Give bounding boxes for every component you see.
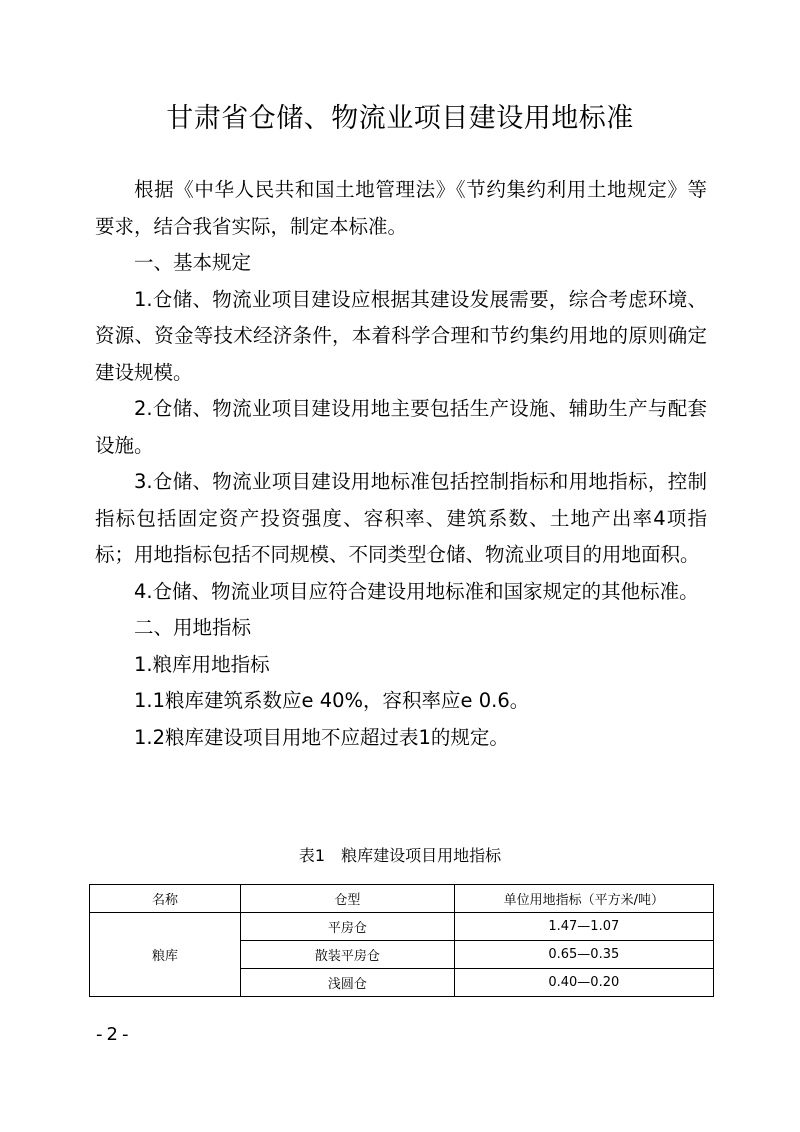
header-type: 仓型 <box>241 885 455 913</box>
granary-rule-1-1: 1.1粮库建筑系数应e 40%，容积率应e 0.6。 <box>134 689 530 712</box>
rule-paragraph-3: 3.仓储、物流业项目建设用地标准包括控制指标和用地指标，控制指标包括固定资产投资强度、容积率、建筑系数、土地产出率4项指标；用地指标包括不同规模、不同类型仓储、物流业项目的用地面积。 <box>95 470 707 566</box>
granary-rule-1-2: 1.2粮库建设项目用地不应超过表1的规定。 <box>134 725 509 749</box>
type-cell: 平房仓 <box>241 913 455 941</box>
document-body <box>95 172 707 756</box>
header-name: 名称 <box>90 885 241 913</box>
group-name-cell: 粮库 <box>90 913 241 997</box>
value-cell: 1.47—1.07 <box>454 913 713 941</box>
granary-land-table <box>89 884 714 997</box>
rule-paragraph-4: 4.仓储、物流业项目应符合建设用地标准和国家规定的其他标准。 <box>134 579 699 603</box>
document-title: 甘肃省仓储、物流业项目建设用地标准 <box>166 103 634 134</box>
rule-paragraph-1: 1.仓储、物流业项目建设应根据其建设发展需要，综合考虑环境、资源、资金等技术经济条件，本着科学合理和节约集约用地的原则确定建设规模。 <box>95 287 707 384</box>
type-cell: 散装平房仓 <box>241 941 455 969</box>
rule-paragraph-2: 2.仓储、物流业项目建设用地主要包括生产设施、辅助生产与配套设施。 <box>95 397 707 457</box>
section-heading-land-indicators: 二、用地指标 <box>134 616 252 639</box>
page-number: -2- <box>96 1024 133 1045</box>
subsection-heading-granary: 1.粮库用地指标 <box>134 652 270 676</box>
value-cell: 0.65—0.35 <box>454 941 713 969</box>
type-cell: 浅圆仓 <box>241 969 455 997</box>
value-cell: 0.40—0.20 <box>454 969 713 997</box>
header-indicator: 单位用地指标（平方米/吨） <box>454 885 713 913</box>
section-heading-basic-rules: 一、基本规定 <box>134 251 252 274</box>
table-header-row <box>90 885 714 913</box>
table-row <box>90 913 714 941</box>
table-caption: 表1 粮库建设项目用地指标 <box>298 846 502 865</box>
intro-paragraph: 根据《中华人民共和国土地管理法》《节约集约利用土地规定》等要求，结合我省实际，制定本标准。 <box>95 178 707 238</box>
